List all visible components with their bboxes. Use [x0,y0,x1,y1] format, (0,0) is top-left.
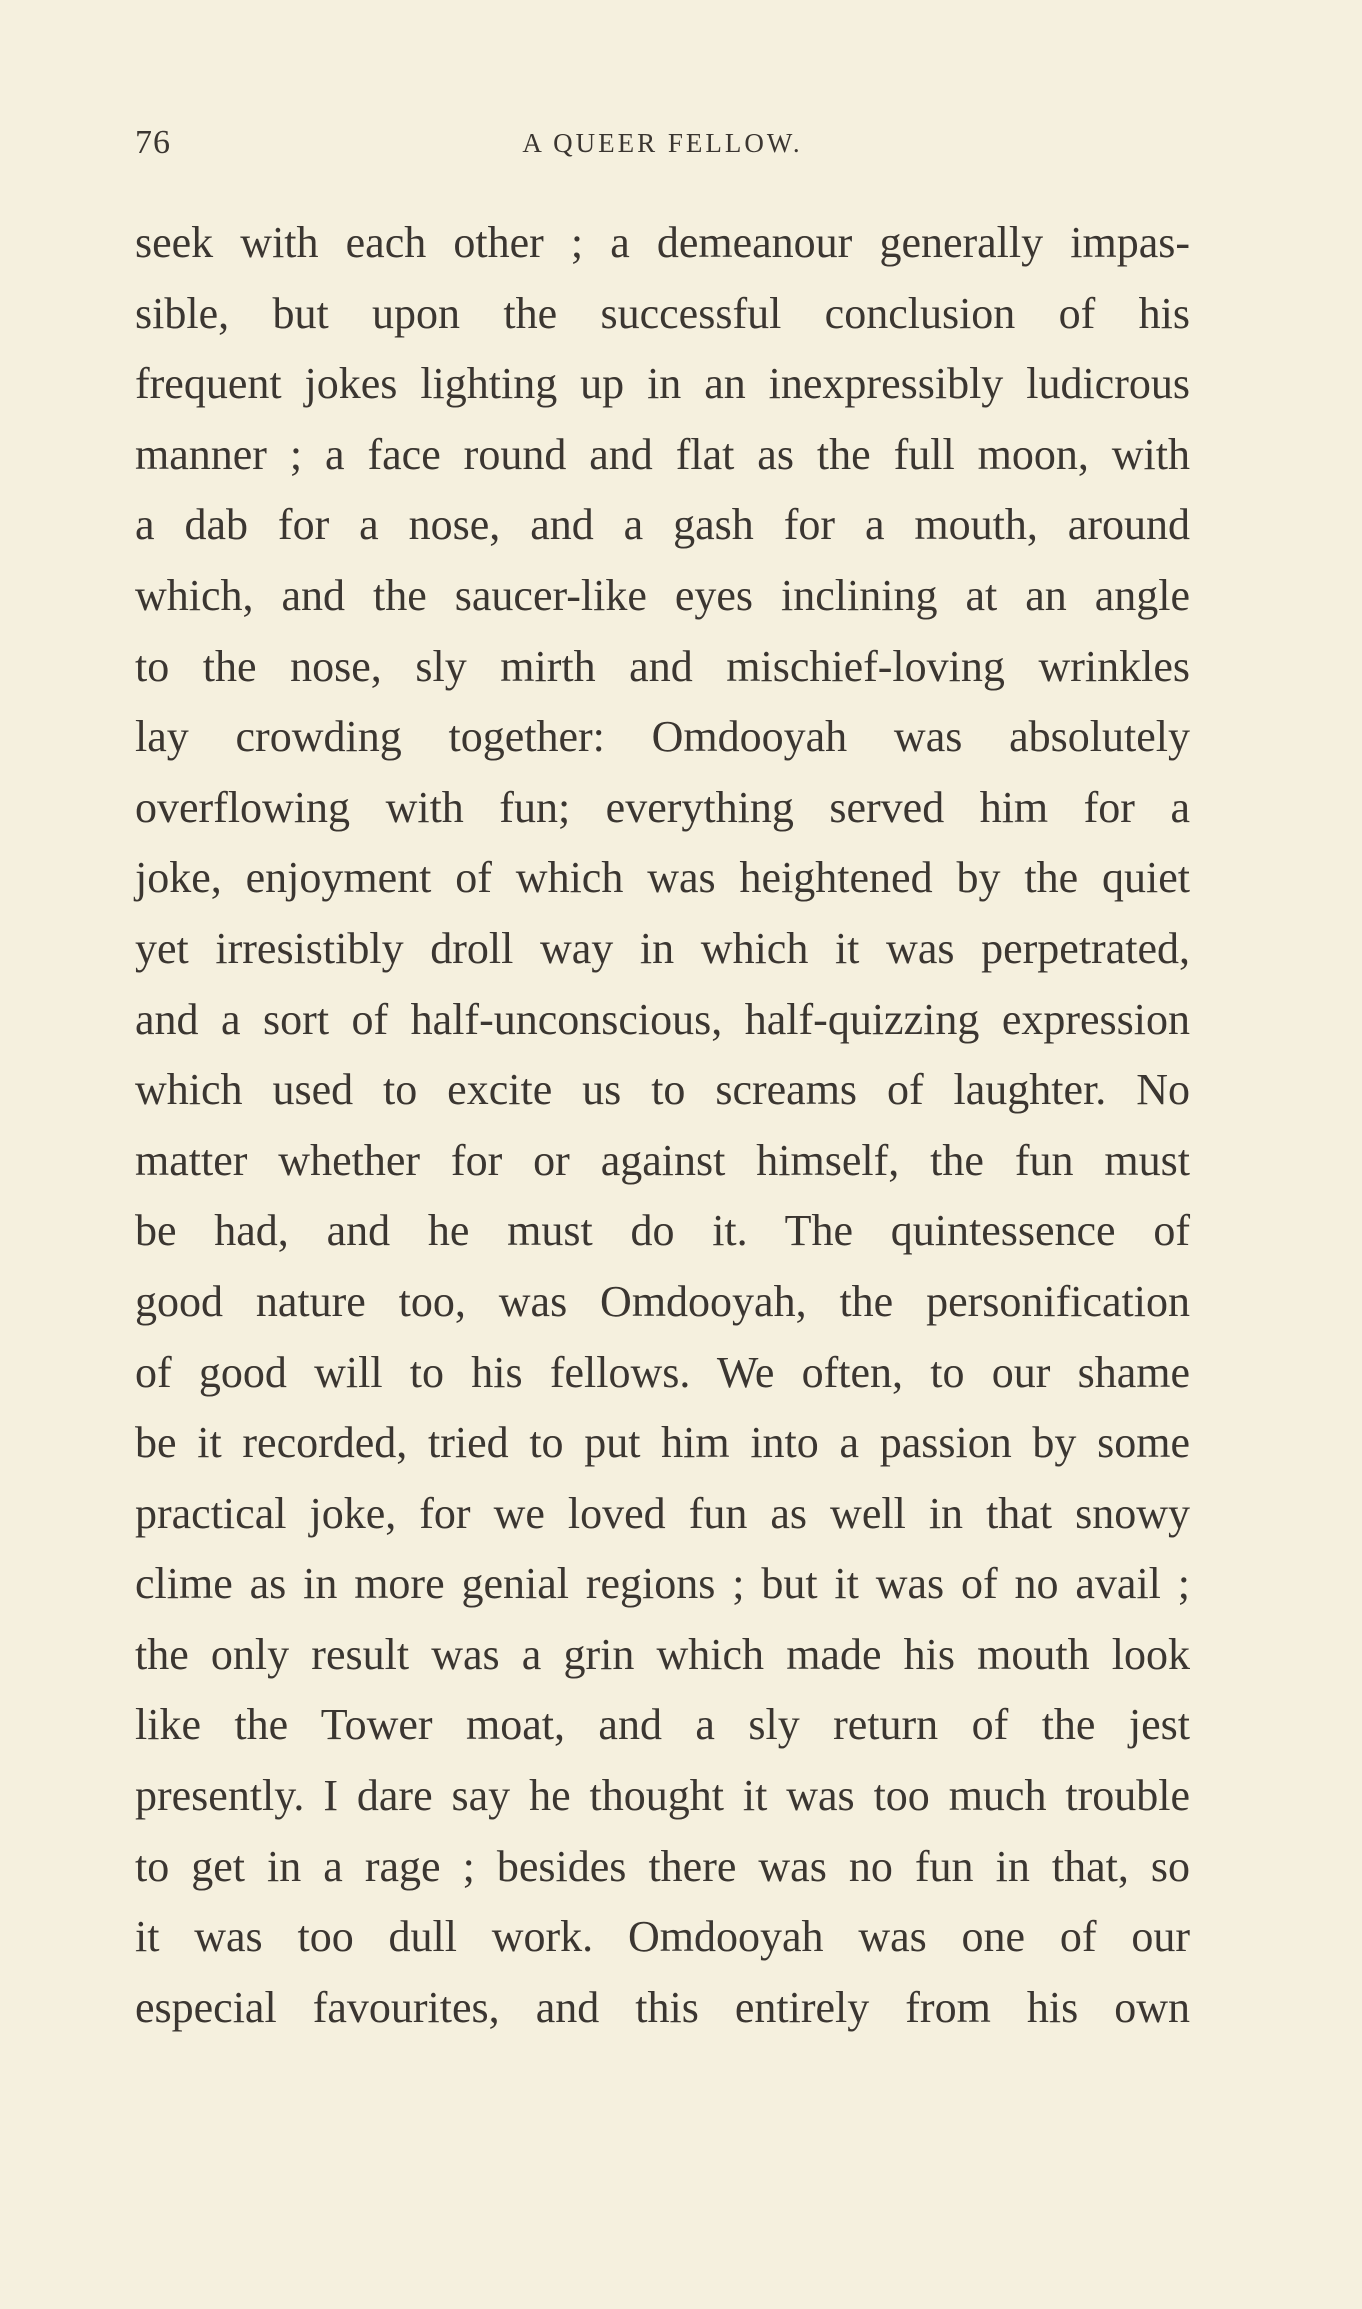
text-line: be it recorded, tried to put him into a passion by some [135,1418,1190,1468]
text-line: seek with each other ; a demeanour generally impas- [135,218,1190,267]
text-line: it was too dull work. Omdooyah was one of our [135,1912,1190,1962]
text-line: especial favourites, and this entirely from his own [135,1982,1190,2032]
page-header [135,124,1190,164]
body-text [135,214,1190,2049]
text-line: to the nose, sly mirth and mischief-loving wrinkles [135,641,1190,691]
text-line: yet irresistibly droll way in which it was perpetrated, [135,923,1190,973]
text-line: manner ; a face round and flat as the full moon, with [135,429,1190,479]
text-line: good nature too, was Omdooyah, the personification [135,1276,1190,1326]
page-number: 76 [135,124,171,161]
text-line: be had, and he must do it. The quintessence of [135,1206,1190,1256]
text-line: frequent jokes lighting up in an inexpressibly ludicrous [135,359,1190,409]
text-line: of good will to his fellows. We often, to our shame [135,1347,1190,1397]
text-line: presently. I dare say he thought it was too much trouble [135,1771,1190,1821]
text-line: clime as in more genial regions ; but it was of no avail ; [135,1559,1190,1609]
text-line: which, and the saucer-like eyes inclining at an angle [135,570,1190,620]
text-line: matter whether for or against himself, the fun must [135,1135,1190,1185]
text-line: a dab for a nose, and a gash for a mouth, around [135,500,1190,550]
text-line: and a sort of half-unconscious, half-quizzing expression [135,994,1190,1044]
text-line: to get in a rage ; besides there was no fun in that, so [135,1841,1190,1891]
text-line: sible, but upon the successful conclusion of his [135,288,1190,338]
text-line: overflowing with fun; everything served him for a [135,782,1190,832]
text-line: like the Tower moat, and a sly return of the jest [135,1700,1190,1750]
text-line: lay crowding together: Omdooyah was absolutely [135,712,1190,762]
text-line: which used to excite us to screams of laughter. No [135,1065,1190,1115]
text-line: the only result was a grin which made his mouth look [135,1629,1190,1679]
running-title: A QUEER FELLOW. [522,128,803,158]
text-line: practical joke, for we loved fun as well in that snowy [135,1488,1190,1538]
text-line: joke, enjoyment of which was heightened by the quiet [135,853,1190,903]
